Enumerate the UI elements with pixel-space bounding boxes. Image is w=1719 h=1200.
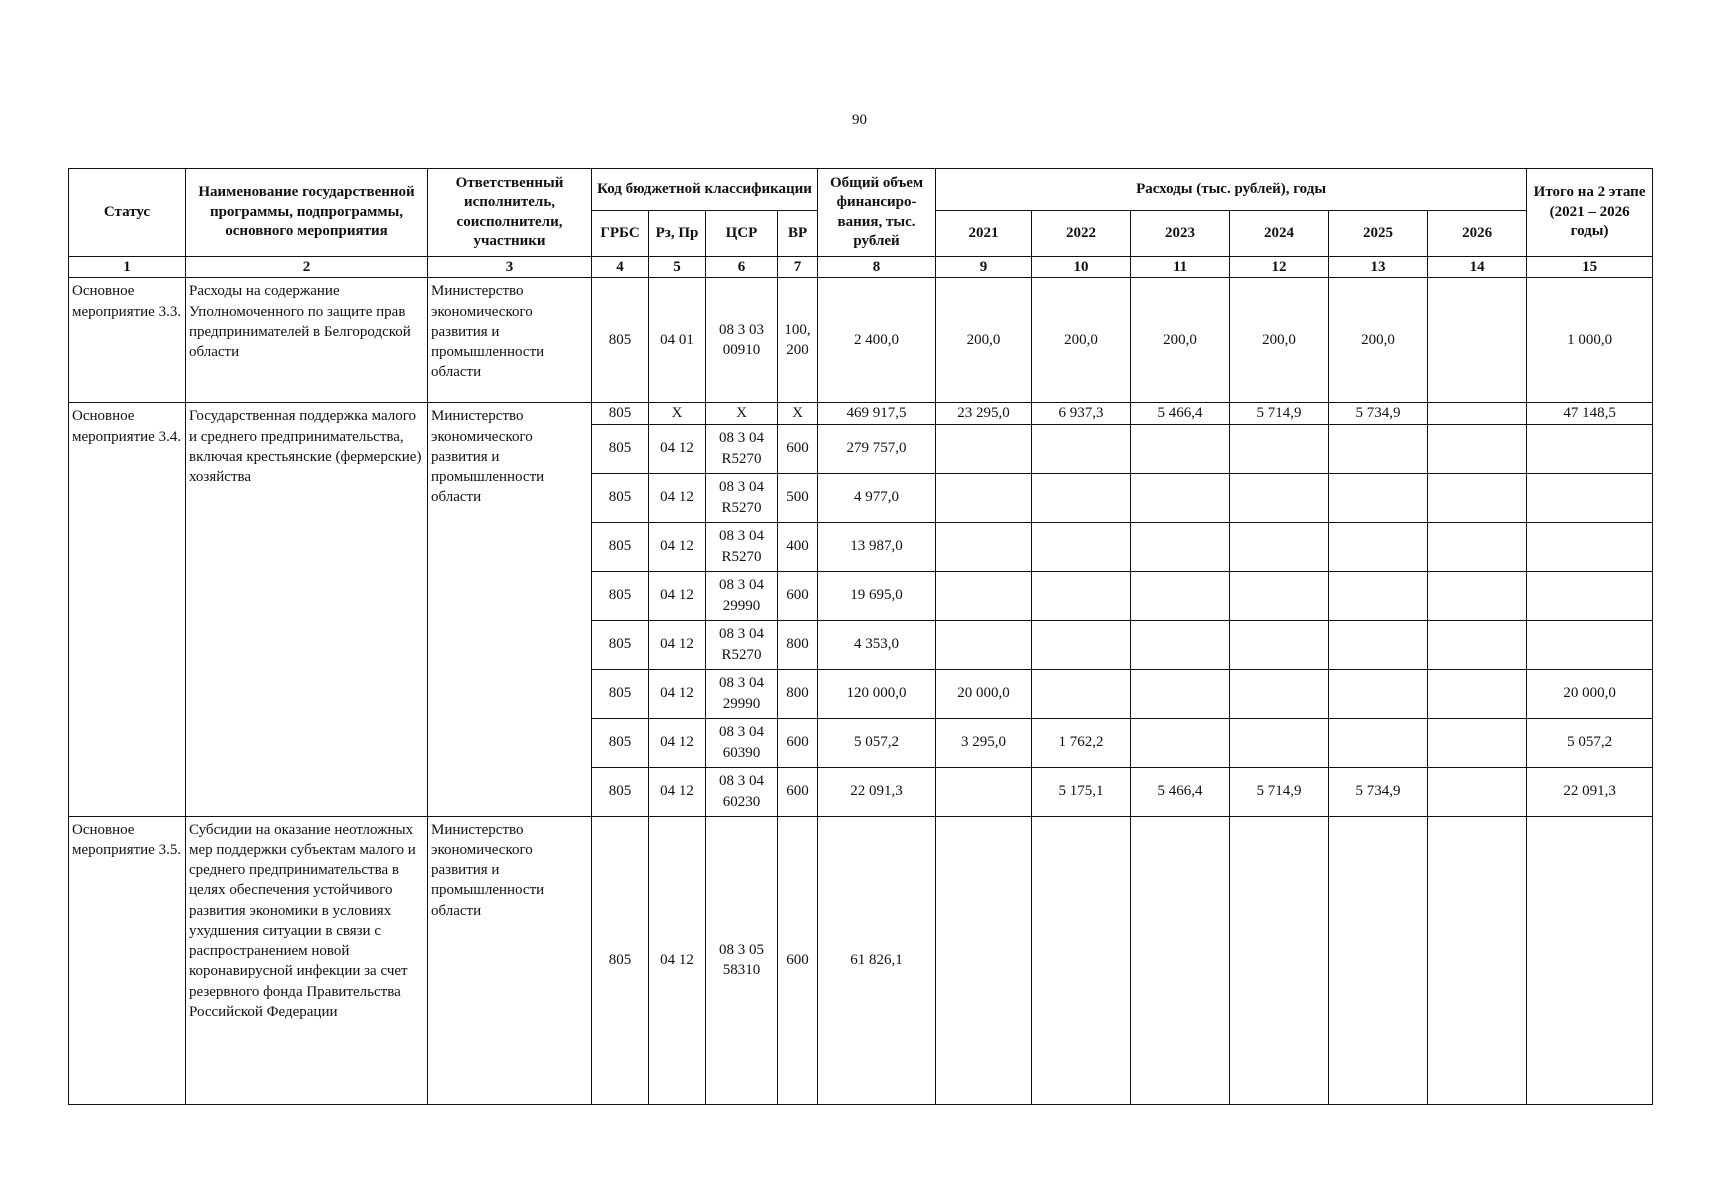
year-cell [1230, 620, 1329, 669]
year-cell: 23 295,0 [936, 403, 1032, 424]
year-cell [1428, 278, 1527, 403]
header-year: 2023 [1131, 211, 1230, 257]
column-index: 4 [592, 257, 649, 278]
rz-pr-cell: 04 12 [649, 424, 706, 473]
year-cell [1230, 571, 1329, 620]
header-csr: ЦСР [706, 211, 778, 257]
table-row [69, 403, 1653, 424]
grbs-cell: 805 [592, 669, 649, 718]
stage-total-cell: 22 091,3 [1527, 767, 1653, 816]
year-cell [1329, 620, 1428, 669]
stage-total-cell: 20 000,0 [1527, 669, 1653, 718]
year-cell [1428, 620, 1527, 669]
grbs-cell: 805 [592, 424, 649, 473]
year-cell [1131, 571, 1230, 620]
name-cell: Расходы на содержание Уполномоченного по защите прав предпринимателей в Белгородской области [186, 278, 428, 403]
vr-cell: 600 [778, 571, 818, 620]
year-cell [1131, 816, 1230, 1104]
vr-cell: 600 [778, 767, 818, 816]
year-cell [936, 767, 1032, 816]
csr-cell: 08 3 04 R5270 [706, 620, 778, 669]
status-cell: Основное мероприятие 3.3. [69, 278, 186, 403]
year-cell [1428, 571, 1527, 620]
rz-pr-cell: 04 12 [649, 522, 706, 571]
year-cell: 200,0 [936, 278, 1032, 403]
rz-pr-cell: 04 12 [649, 816, 706, 1104]
year-cell [1131, 718, 1230, 767]
year-cell: 200,0 [1032, 278, 1131, 403]
total-cell: 5 057,2 [818, 718, 936, 767]
year-cell [936, 620, 1032, 669]
header-grbs: ГРБС [592, 211, 649, 257]
rz-pr-cell: 04 12 [649, 767, 706, 816]
rz-pr-cell: X [649, 403, 706, 424]
vr-cell: 400 [778, 522, 818, 571]
total-cell: 469 917,5 [818, 403, 936, 424]
column-index: 14 [1428, 257, 1527, 278]
status-cell: Основное мероприятие 3.5. [69, 816, 186, 1104]
grbs-cell: 805 [592, 571, 649, 620]
year-cell [936, 816, 1032, 1104]
year-cell: 3 295,0 [936, 718, 1032, 767]
year-cell [1329, 816, 1428, 1104]
vr-cell: 800 [778, 669, 818, 718]
grbs-cell: 805 [592, 816, 649, 1104]
column-index-row [69, 257, 1653, 278]
grbs-cell: 805 [592, 620, 649, 669]
total-cell: 4 977,0 [818, 473, 936, 522]
total-cell: 22 091,3 [818, 767, 936, 816]
year-cell [1230, 718, 1329, 767]
year-cell [1329, 473, 1428, 522]
year-cell [936, 571, 1032, 620]
year-cell: 20 000,0 [936, 669, 1032, 718]
year-cell [936, 522, 1032, 571]
page-number: 90 [852, 112, 867, 128]
year-cell [1329, 571, 1428, 620]
rz-pr-cell: 04 12 [649, 620, 706, 669]
csr-cell: 08 3 04 29990 [706, 669, 778, 718]
grbs-cell: 805 [592, 767, 649, 816]
column-index: 15 [1527, 257, 1653, 278]
year-cell [1428, 403, 1527, 424]
column-index: 5 [649, 257, 706, 278]
year-cell: 5 466,4 [1131, 403, 1230, 424]
vr-cell: 800 [778, 620, 818, 669]
header-year: 2021 [936, 211, 1032, 257]
year-cell [1428, 669, 1527, 718]
vr-cell: 500 [778, 473, 818, 522]
stage-total-cell [1527, 424, 1653, 473]
year-cell: 6 937,3 [1032, 403, 1131, 424]
year-cell [1032, 571, 1131, 620]
rz-pr-cell: 04 12 [649, 718, 706, 767]
csr-cell: 08 3 04 60390 [706, 718, 778, 767]
vr-cell: 600 [778, 424, 818, 473]
total-cell: 19 695,0 [818, 571, 936, 620]
year-cell [1032, 816, 1131, 1104]
rz-pr-cell: 04 12 [649, 571, 706, 620]
year-cell [1428, 718, 1527, 767]
header-status: Статус [69, 169, 186, 257]
table-row [69, 816, 1653, 1104]
column-index: 7 [778, 257, 818, 278]
header-year: 2025 [1329, 211, 1428, 257]
csr-cell: 08 3 04 R5270 [706, 473, 778, 522]
column-index: 11 [1131, 257, 1230, 278]
status-cell: Основное мероприятие 3.4. [69, 403, 186, 816]
year-cell [1032, 522, 1131, 571]
column-index: 12 [1230, 257, 1329, 278]
vr-cell: 600 [778, 718, 818, 767]
total-cell: 2 400,0 [818, 278, 936, 403]
header-stage-total: Итого на 2 этапе (2021 – 2026 годы) [1527, 169, 1653, 257]
header-name: Наименование государственной программы, подпрограммы, основного мероприятия [186, 169, 428, 257]
column-index: 6 [706, 257, 778, 278]
year-cell: 200,0 [1329, 278, 1428, 403]
year-cell: 5 714,9 [1230, 403, 1329, 424]
year-cell [1230, 522, 1329, 571]
year-cell [1032, 669, 1131, 718]
header-total-volume: Общий объем финансиро-вания, тыс. рублей [818, 169, 936, 257]
year-cell [1131, 620, 1230, 669]
column-index: 8 [818, 257, 936, 278]
year-cell [1329, 424, 1428, 473]
stage-total-cell [1527, 473, 1653, 522]
year-cell [1428, 424, 1527, 473]
year-cell: 5 466,4 [1131, 767, 1230, 816]
csr-cell: 08 3 04 29990 [706, 571, 778, 620]
name-cell: Государственная поддержка малого и среднего предпринимательства, включая крестьянские (фермерские) хозяйства [186, 403, 428, 816]
year-cell: 200,0 [1230, 278, 1329, 403]
grbs-cell: 805 [592, 718, 649, 767]
grbs-cell: 805 [592, 278, 649, 403]
column-index: 13 [1329, 257, 1428, 278]
executor-cell: Министерство экономического развития и промышленности области [428, 278, 592, 403]
stage-total-cell: 47 148,5 [1527, 403, 1653, 424]
csr-cell: 08 3 03 00910 [706, 278, 778, 403]
column-index: 2 [186, 257, 428, 278]
grbs-cell: 805 [592, 403, 649, 424]
stage-total-cell [1527, 522, 1653, 571]
header-budget-code: Код бюджетной классификации [592, 169, 818, 211]
year-cell [1131, 522, 1230, 571]
grbs-cell: 805 [592, 473, 649, 522]
total-cell: 61 826,1 [818, 816, 936, 1104]
year-cell: 5 734,9 [1329, 767, 1428, 816]
year-cell: 1 762,2 [1032, 718, 1131, 767]
total-cell: 120 000,0 [818, 669, 936, 718]
stage-total-cell [1527, 571, 1653, 620]
csr-cell: 08 3 04 R5270 [706, 522, 778, 571]
year-cell [1428, 767, 1527, 816]
stage-total-cell: 1 000,0 [1527, 278, 1653, 403]
budget-table [68, 168, 1653, 1105]
stage-total-cell [1527, 620, 1653, 669]
rz-pr-cell: 04 12 [649, 473, 706, 522]
year-cell [1329, 522, 1428, 571]
header-year: 2026 [1428, 211, 1527, 257]
csr-cell: X [706, 403, 778, 424]
header-vr: ВР [778, 211, 818, 257]
header-year: 2022 [1032, 211, 1131, 257]
header-year: 2024 [1230, 211, 1329, 257]
total-cell: 279 757,0 [818, 424, 936, 473]
total-cell: 13 987,0 [818, 522, 936, 571]
year-cell [1329, 669, 1428, 718]
header-rz-pr: Рз, Пр [649, 211, 706, 257]
csr-cell: 08 3 04 R5270 [706, 424, 778, 473]
year-cell [1032, 473, 1131, 522]
year-cell [1230, 473, 1329, 522]
executor-cell: Министерство экономического развития и промышленности области [428, 403, 592, 816]
name-cell: Субсидии на оказание неотложных мер поддержки субъектам малого и среднего предпринимательства в целях обеспечения устойчивого развития экономики в условиях ухудшения ситуации в связи с распространением новой коронавирусной инфекции за счет резервного фонда Правительства Российской Федерации [186, 816, 428, 1104]
year-cell [1230, 669, 1329, 718]
vr-cell: 600 [778, 816, 818, 1104]
header-executor: Ответственный исполнитель, соисполнители, участники [428, 169, 592, 257]
vr-cell: X [778, 403, 818, 424]
csr-cell: 08 3 05 58310 [706, 816, 778, 1104]
year-cell [1032, 620, 1131, 669]
year-cell: 5 714,9 [1230, 767, 1329, 816]
year-cell [1230, 424, 1329, 473]
vr-cell: 100, 200 [778, 278, 818, 403]
year-cell [1329, 718, 1428, 767]
year-cell [1032, 424, 1131, 473]
stage-total-cell [1527, 816, 1653, 1104]
year-cell [1230, 816, 1329, 1104]
rz-pr-cell: 04 12 [649, 669, 706, 718]
year-cell [1131, 473, 1230, 522]
grbs-cell: 805 [592, 522, 649, 571]
csr-cell: 08 3 04 60230 [706, 767, 778, 816]
year-cell: 5 175,1 [1032, 767, 1131, 816]
column-index: 1 [69, 257, 186, 278]
year-cell: 5 734,9 [1329, 403, 1428, 424]
rz-pr-cell: 04 01 [649, 278, 706, 403]
executor-cell: Министерство экономического развития и промышленности области [428, 816, 592, 1104]
year-cell [1428, 473, 1527, 522]
year-cell: 200,0 [1131, 278, 1230, 403]
year-cell [1428, 522, 1527, 571]
table-row [69, 278, 1653, 403]
column-index: 3 [428, 257, 592, 278]
stage-total-cell: 5 057,2 [1527, 718, 1653, 767]
column-index: 10 [1032, 257, 1131, 278]
year-cell [1428, 816, 1527, 1104]
year-cell [936, 473, 1032, 522]
column-index: 9 [936, 257, 1032, 278]
year-cell [936, 424, 1032, 473]
header-expenses: Расходы (тыс. рублей), годы [936, 169, 1527, 211]
year-cell [1131, 424, 1230, 473]
total-cell: 4 353,0 [818, 620, 936, 669]
year-cell [1131, 669, 1230, 718]
